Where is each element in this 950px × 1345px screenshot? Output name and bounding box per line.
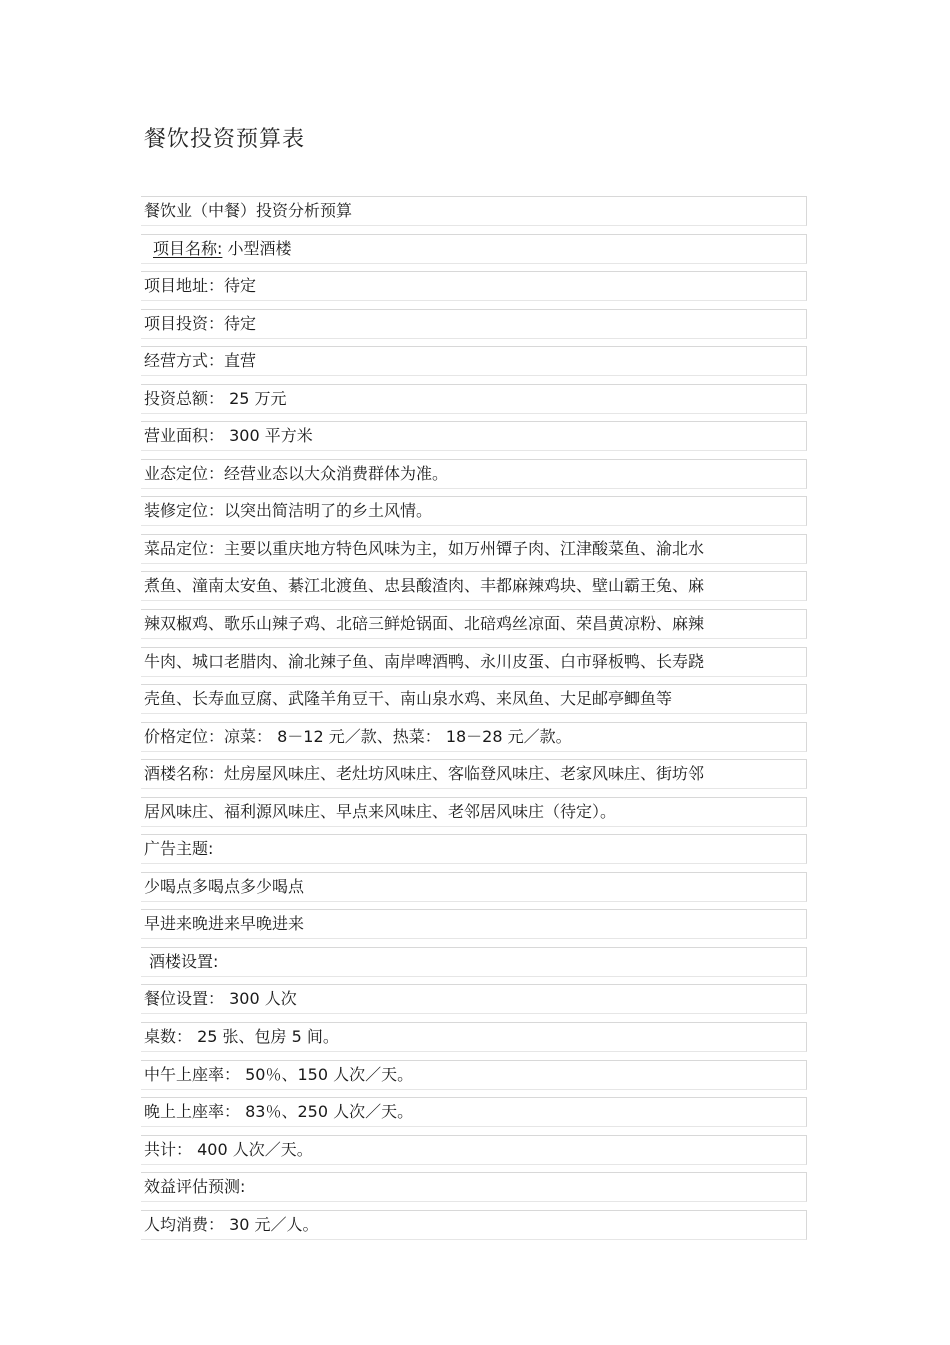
- row-text: 餐位设置： 300 人次: [144, 989, 297, 1009]
- table-row: [141, 571, 807, 601]
- row-text: 酒楼设置:: [149, 951, 219, 971]
- table-row: [141, 609, 807, 639]
- row-text: 早进来晚进来早晚进来: [144, 914, 305, 934]
- table-row: [141, 647, 807, 677]
- table-row: [141, 534, 807, 564]
- project-name-label: 项目名称:: [153, 238, 223, 258]
- table-row: [141, 1060, 807, 1090]
- table-row: [141, 759, 807, 789]
- table-row: [141, 459, 807, 489]
- row-text: 装修定位：以突出简洁明了的乡土风情。: [144, 501, 433, 521]
- table-row: [141, 834, 807, 864]
- table-row: [141, 309, 807, 339]
- table-row: [141, 1022, 807, 1052]
- row-text: 投资总额： 25 万元: [144, 388, 287, 408]
- row-text: 经营方式：直营: [144, 351, 257, 371]
- row-text: 项目名称: 小型酒楼: [153, 238, 292, 258]
- row-text: 中午上座率： 50％、150 人次／天。: [144, 1064, 414, 1084]
- table-row: [141, 1172, 807, 1202]
- table-row: [141, 421, 807, 451]
- row-text: 业态定位：经营业态以大众消费群体为准。: [144, 463, 449, 483]
- table-row: [141, 947, 807, 977]
- row-text: 晚上上座率： 83％、250 人次／天。: [144, 1102, 414, 1122]
- table-row: [141, 1097, 807, 1127]
- row-text: 菜品定位：主要以重庆地方特色风味为主，如万州镡子肉、江津酸菜鱼、渝北水: [144, 538, 705, 558]
- row-text: 少喝点多喝点多少喝点: [144, 876, 305, 896]
- table-row: [141, 872, 807, 902]
- row-text: 酒楼名称：灶房屋风味庄、老灶坊风味庄、客临登风味庄、老家风味庄、街坊邻: [144, 764, 705, 784]
- document-title: 餐饮投资预算表: [144, 127, 306, 152]
- row-text: 项目地址：待定: [144, 276, 257, 296]
- row-text: 人均消费： 30 元／人。: [144, 1214, 319, 1234]
- budget-table: [141, 196, 807, 1247]
- table-row: [141, 684, 807, 714]
- table-row: [141, 384, 807, 414]
- row-text: 效益评估预测:: [144, 1177, 246, 1197]
- row-text: 餐饮业（中餐）投资分析预算: [144, 201, 353, 220]
- row-text: 辣双椒鸡、歌乐山辣子鸡、北碚三鲜炝锅面、北碚鸡丝凉面、荣昌黄凉粉、麻辣: [144, 614, 705, 634]
- table-row: [141, 496, 807, 526]
- table-row: [141, 1135, 807, 1165]
- table-row: [141, 1210, 807, 1240]
- row-text: 桌数： 25 张、包房 5 间。: [144, 1027, 339, 1047]
- table-row: [141, 196, 807, 226]
- table-row: [141, 346, 807, 376]
- table-row: [141, 234, 807, 264]
- table-row: [141, 722, 807, 752]
- row-text: 价格定位：凉菜： 8－12 元／款、热菜： 18－28 元／款。: [144, 726, 572, 746]
- row-text: 共计： 400 人次／天。: [144, 1139, 313, 1159]
- row-text: 营业面积： 300 平方米: [144, 426, 313, 446]
- table-row: [141, 984, 807, 1014]
- row-text: 壳鱼、长寿血豆腐、武隆羊角豆干、南山泉水鸡、来凤鱼、大足邮亭鲫鱼等: [144, 689, 673, 709]
- row-text: 居风味庄、福利源风味庄、早点来风味庄、老邻居风味庄（待定）。: [144, 801, 617, 821]
- table-row: [141, 271, 807, 301]
- row-text: 广告主题:: [144, 839, 214, 859]
- table-row: [141, 909, 807, 939]
- table-row: [141, 797, 807, 827]
- row-text: 项目投资：待定: [144, 313, 257, 333]
- row-text: 煮鱼、潼南太安鱼、綦江北渡鱼、忠县酸渣肉、丰都麻辣鸡块、壁山霸王兔、麻: [144, 576, 705, 596]
- row-text: 牛肉、城口老腊肉、渝北辣子鱼、南岸啤酒鸭、永川皮蛋、白市驿板鸭、长寿跷: [144, 651, 705, 671]
